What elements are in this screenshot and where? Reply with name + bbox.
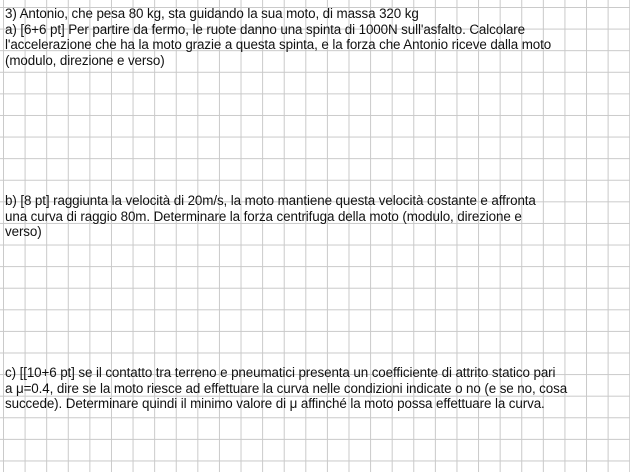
- part-c: [5, 365, 627, 412]
- part-b-line-3: verso): [5, 224, 42, 240]
- problem-intro-line: 3) Antonio, che pesa 80 kg, sta guidando la sua moto, di massa 320 kg: [5, 6, 419, 21]
- part-c-line-2: a μ=0.4, dire se la moto riesce ad effettuare la curva nelle condizioni indicate o no (e se no, cosa: [5, 380, 568, 396]
- part-c-line-1: c) [[10+6 pt] se il contatto tra terreno e pneumatici presenta un coefficiente di attrito statico pari: [5, 365, 556, 380]
- problem-intro-and-part-a: [5, 6, 627, 68]
- part-a-line-3: (modulo, direzione e verso): [5, 52, 165, 68]
- part-b: [5, 193, 627, 240]
- part-a-line-2: l'accelerazione che ha la moto grazie a questa spinta, e la forza che Antonio riceve dalla moto: [5, 37, 552, 53]
- part-b-line-1: b) [8 pt] raggiunta la velocità di 20m/s, la moto mantiene questa velocità costante e affronta: [5, 193, 536, 208]
- part-a-line-1: a) [6+6 pt] Per partire da fermo, le ruote danno una spinta di 1000N sull'asfalto. Calcolare: [5, 21, 525, 37]
- part-c-line-3: succede). Determinare quindi il minimo valore di μ affinché la moto possa effettuare la curva.: [5, 396, 545, 412]
- part-b-line-2: una curva di raggio 80m. Determinare la forza centrifuga della moto (modulo, direzione e: [5, 208, 522, 224]
